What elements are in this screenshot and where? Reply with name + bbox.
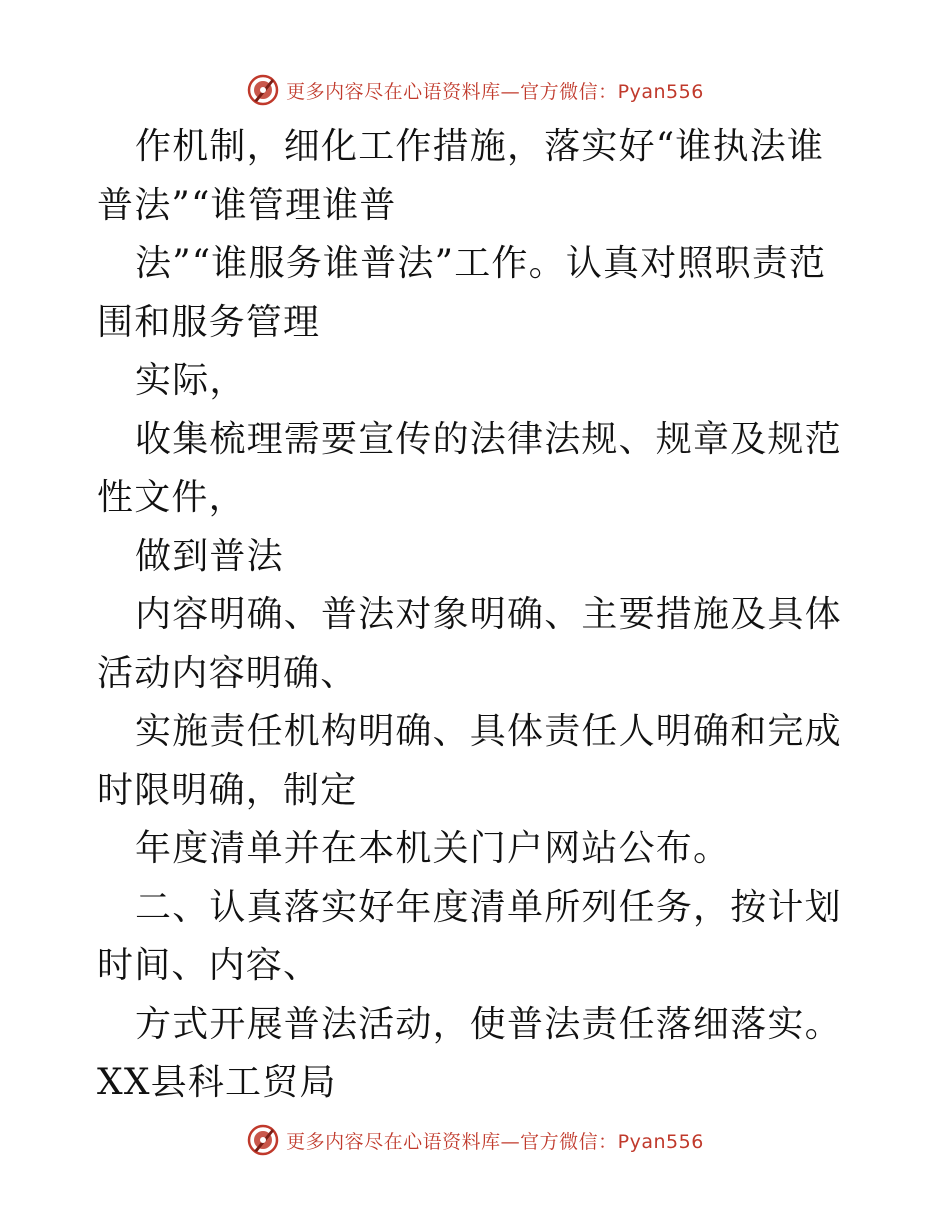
footer-banner-text: 更多内容尽在心语资料库—官方微信：Pyan556: [286, 1130, 704, 1153]
header-wechat-id: Pyan556: [617, 80, 704, 103]
paragraph: 内容明确、普法对象明确、主要措施及具体活动内容明确、: [97, 594, 842, 694]
header-banner: [0, 70, 950, 110]
footer-wechat-id: Pyan556: [617, 1130, 704, 1153]
footer-banner: [0, 1120, 950, 1160]
paragraph: 二、认真落实好年度清单所列任务，按计划时间、内容、: [97, 886, 842, 986]
paragraph: 方式开展普法活动，使普法责任落细落实。XX县科工贸局: [97, 1003, 842, 1103]
document-body: [97, 118, 857, 1113]
quill-seal-icon: [246, 1123, 280, 1157]
paragraph: 收集梳理需要宣传的法律法规、规章及规范性文件，: [97, 418, 842, 518]
paragraph: 做到普法: [135, 535, 284, 577]
header-banner-text: 更多内容尽在心语资料库—官方微信：Pyan556: [286, 80, 704, 103]
paragraph: 实施责任机构明确、具体责任人明确和完成时限明确，制定: [97, 711, 842, 811]
quill-seal-icon: [246, 73, 280, 107]
paragraph: 实际，: [135, 360, 247, 401]
paragraph: 法”“谁服务谁普法”工作。认真对照职责范围和服务管理: [97, 243, 827, 343]
paragraph: 年度清单并在本机关门户网站公布。: [135, 828, 731, 869]
paragraph: 作机制，细化工作措施，落实好“谁执法谁普法”“谁管理谁普: [97, 126, 825, 226]
